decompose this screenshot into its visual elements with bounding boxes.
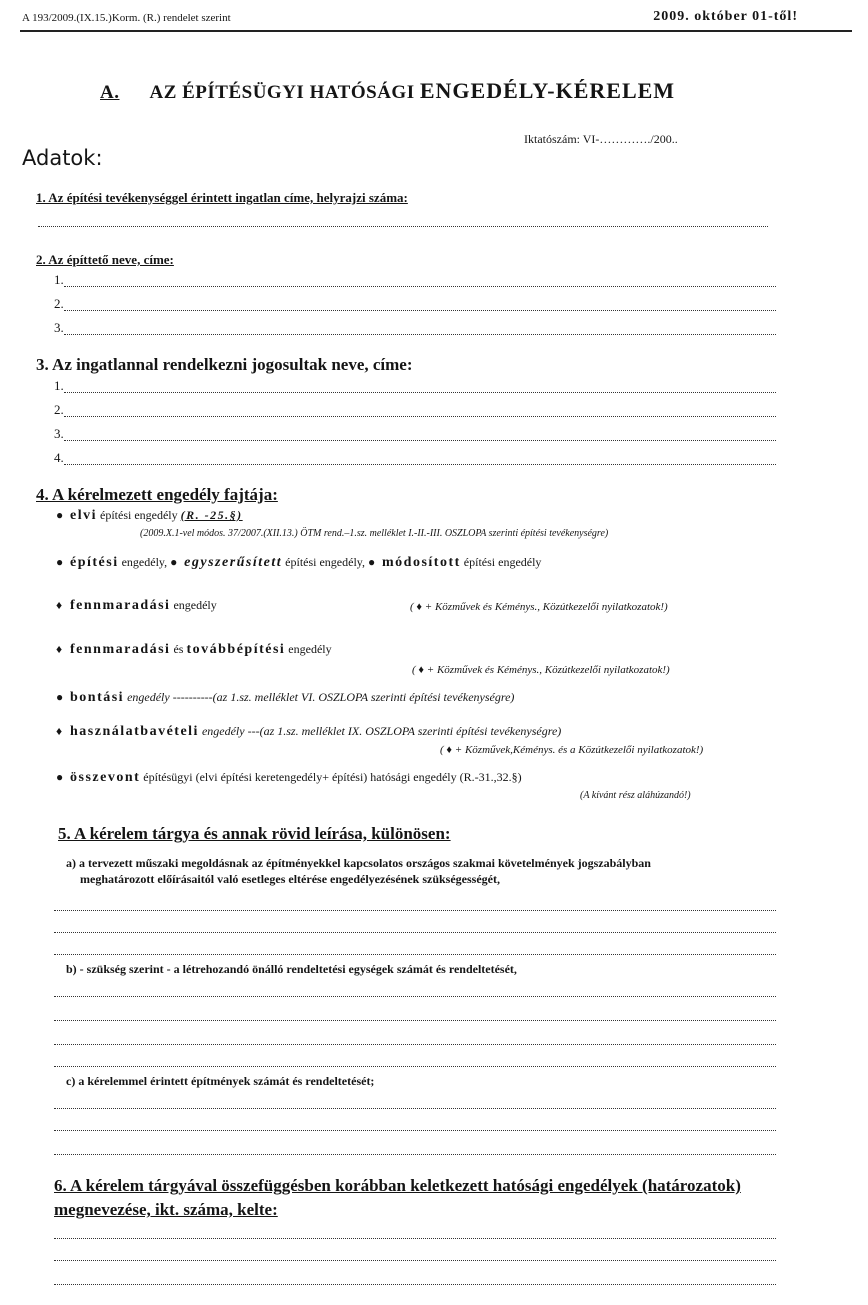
s5a-field-2[interactable] bbox=[54, 932, 776, 933]
s3-item-num: 3. bbox=[54, 426, 64, 441]
option-tovabbepitesi-note: ( ♦ + Közművek és Kéménys., Közútkezelői nyilatkozatok!) bbox=[412, 664, 670, 676]
s5c-field-1[interactable] bbox=[54, 1108, 776, 1109]
option-bontasi[interactable]: ● bontási engedély ----------(az 1.sz. melléklet VI. OSZLOPA szerinti építési tevékenységre) bbox=[56, 690, 515, 705]
option-hasznalatbaveteli-note: ( ♦ + Közművek,Kéménys. és a Közútkezelői nyilatkozatok!) bbox=[440, 744, 704, 756]
bullet-icon: ● bbox=[56, 555, 64, 569]
diamond-icon: ♦ bbox=[56, 724, 63, 738]
s5-item-c: c) a kérelemmel érintett építmények számát és rendeltetését; bbox=[66, 1074, 375, 1088]
diamond-icon: ♦ bbox=[56, 598, 63, 612]
diamond-icon: ♦ bbox=[56, 642, 63, 656]
section-5-heading: 5. A kérelem tárgya és annak rövid leírása, különösen: bbox=[58, 824, 451, 843]
option-elvi[interactable]: ● elvi építési engedély (R. -25.§) bbox=[56, 508, 243, 523]
s5c-field-2[interactable] bbox=[54, 1130, 776, 1131]
option-fennmaradasi-note: ( ♦ + Közművek és Kéménys., Közútkezelői nyilatkozatok!) bbox=[410, 601, 668, 613]
s5-item-b: b) - szükség szerint - a létrehozandó önálló rendeltetési egységek számát és rendeltetését, bbox=[66, 962, 517, 976]
section-heading-data: Adatok: bbox=[22, 146, 103, 170]
s2-item-num: 3. bbox=[54, 320, 64, 335]
option-osszevont[interactable]: ● összevont építésügyi (elvi építési keretengedély+ építési) hatósági engedély (R.-31.,32.§) bbox=[56, 770, 522, 785]
s3-field-2[interactable] bbox=[64, 416, 776, 417]
header-date: 2009. október 01-től! bbox=[653, 9, 798, 24]
s6-field-3[interactable] bbox=[54, 1284, 776, 1285]
s6-field-2[interactable] bbox=[54, 1260, 776, 1261]
bullet-icon: ● bbox=[56, 690, 64, 704]
section-1-field[interactable] bbox=[38, 226, 768, 227]
s3-field-1[interactable] bbox=[64, 392, 776, 393]
s5b-field-2[interactable] bbox=[54, 1020, 776, 1021]
s5-item-a: a) a tervezett műszaki megoldásnak az építményekkel kapcsolatos országos szakmai követelmények jogszabályban bbox=[66, 856, 651, 870]
title-big: ENGEDÉLY-KÉRELEM bbox=[419, 78, 676, 103]
header-rule bbox=[20, 30, 852, 32]
s5a-field-3[interactable] bbox=[54, 954, 776, 955]
section-1-heading: 1. Az építési tevékenységgel érintett ingatlan címe, helyrajzi száma: bbox=[36, 190, 408, 205]
section-2-heading: 2. Az építtető neve, címe: bbox=[36, 252, 174, 267]
option-elvi-note: (2009.X.1-vel módos. 37/2007.(XII.13.) ÖTM rend.–1.sz. melléklet I.-II.-III. OSZLOPA szerinti építési tevékenységre) bbox=[140, 528, 609, 539]
s3-item-num: 1. bbox=[54, 378, 64, 393]
title-letter: A. bbox=[100, 82, 120, 103]
s2-item-num: 1. bbox=[54, 272, 64, 287]
title-main: AZ ÉPÍTÉSÜGYI HATÓSÁGI bbox=[149, 82, 420, 103]
s6-field-1[interactable] bbox=[54, 1238, 776, 1239]
s5a-field-1[interactable] bbox=[54, 910, 776, 911]
s5b-field-3[interactable] bbox=[54, 1044, 776, 1045]
s5c-field-3[interactable] bbox=[54, 1154, 776, 1155]
option-tovabbepitesi[interactable]: ♦ fennmaradási és továbbépítési engedély bbox=[56, 642, 332, 657]
s3-field-4[interactable] bbox=[64, 464, 776, 465]
section-3-heading: 3. Az ingatlannal rendelkezni jogosultak neve, címe: bbox=[36, 355, 413, 374]
s3-field-3[interactable] bbox=[64, 440, 776, 441]
section-6-heading: 6. A kérelem tárgyával összefüggésben korábban keletkezett hatósági engedélyek (határozatok) megnevezése, ikt. száma, kelte: bbox=[54, 1176, 741, 1219]
header-regulation: A 193/2009.(IX.15.)Korm. (R.) rendelet szerint bbox=[22, 12, 231, 24]
option-osszevont-note: (A kívánt rész aláhúzandó!) bbox=[580, 790, 691, 801]
option-hasznalatbaveteli[interactable]: ♦ használatbavételi engedély ---(az 1.sz. melléklet IX. OSZLOPA szerinti építési tevékenységre) bbox=[56, 724, 562, 739]
s5b-field-4[interactable] bbox=[54, 1066, 776, 1067]
registration-number: Iktatószám: VI-…………./200.. bbox=[524, 132, 678, 146]
s2-field-3[interactable] bbox=[64, 334, 776, 335]
s3-item-num: 2. bbox=[54, 402, 64, 417]
s2-item-num: 2. bbox=[54, 296, 64, 311]
s3-item-num: 4. bbox=[54, 450, 64, 465]
s5b-field-1[interactable] bbox=[54, 996, 776, 997]
option-epitesi[interactable]: ● építési engedély, ● egyszerűsített építési engedély, ● módosított építési engedély bbox=[56, 555, 542, 570]
bullet-icon: ● bbox=[56, 508, 64, 522]
bullet-icon: ● bbox=[368, 555, 376, 569]
bullet-icon: ● bbox=[56, 770, 64, 784]
page-title bbox=[100, 78, 675, 104]
s2-field-1[interactable] bbox=[64, 286, 776, 287]
section-4-heading: 4. A kérelmezett engedély fajtája: bbox=[36, 485, 278, 504]
s2-field-2[interactable] bbox=[64, 310, 776, 311]
bullet-icon: ● bbox=[170, 555, 178, 569]
option-fennmaradasi[interactable]: ♦ fennmaradási engedély bbox=[56, 598, 217, 613]
s5-item-a-cont: meghatározott előírásaitól való esetleges eltérése engedélyezésének szükségességét, bbox=[80, 872, 500, 886]
